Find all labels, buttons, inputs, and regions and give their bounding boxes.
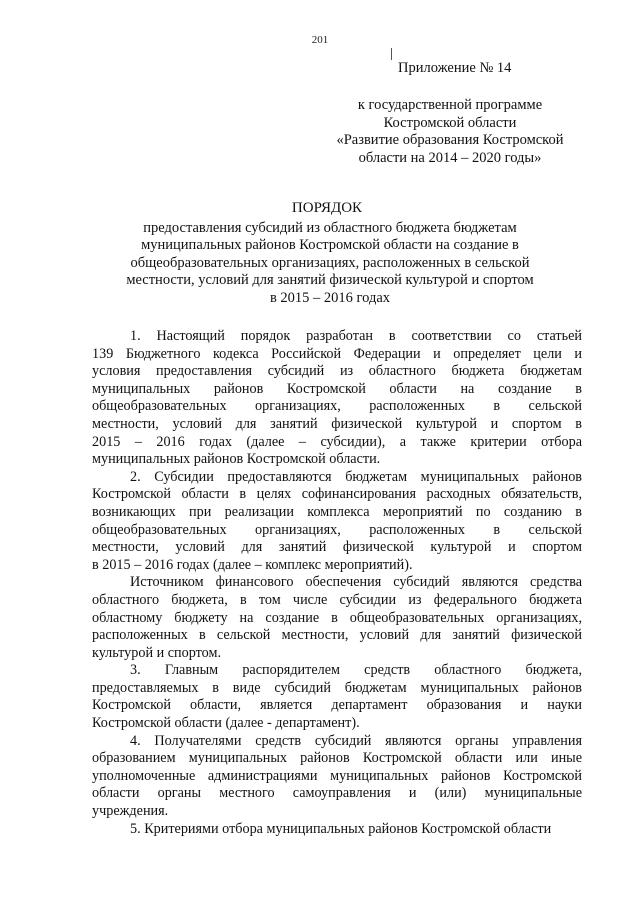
text-line: муниципальных районов Костромской области. xyxy=(92,451,381,468)
text-line: 139 Бюджетного кодекса Российской Федерации и определяет цели и xyxy=(92,345,582,362)
document-subtitle-line: предоставления субсидий из областного бюджета бюджетам xyxy=(143,220,517,236)
text-line: условия предоставления субсидий из областного бюджета бюджетам xyxy=(92,363,582,380)
paragraph-2 xyxy=(92,469,582,575)
document-subtitle-line: муниципальных районов Костромской области на создание в xyxy=(141,237,519,254)
text-line: области органы местного самоуправления и (или) муниципальные xyxy=(92,785,582,802)
document-subtitle-line: общеобразовательных организациях, расположенных в сельской xyxy=(130,254,530,271)
appendix-subtitle xyxy=(330,97,570,167)
text-line: уполномоченные администрациями муниципальных районов Костромской xyxy=(92,767,582,784)
appendix-title: Приложение № 14 xyxy=(398,60,512,76)
text-line: предоставляемых в виде субсидий бюджетам муниципальных районов xyxy=(92,679,582,696)
text-line: 4. Получателями средств субсидий являются органы управления xyxy=(130,732,582,749)
document-title: ПОРЯДОК xyxy=(291,200,363,216)
text-line: 2015 – 2016 годах (далее – субсидии), а также критерии отбора xyxy=(92,433,582,450)
paragraph-2-continued xyxy=(92,574,582,662)
text-line: Источником финансового обеспечения субсидий являются средства xyxy=(130,574,582,591)
text-line: образованием муниципальных районов Костромской области или иные xyxy=(92,750,582,767)
appendix-subtitle-line: Костромской области xyxy=(383,114,517,131)
text-line: расположенных в сельской местности, условий для занятий физической xyxy=(92,627,582,644)
text-line: областного бюджета, в том числе субсидии из федерального бюджета xyxy=(92,591,582,608)
text-line: 3. Главным распорядителем средств областного бюджета, xyxy=(130,662,582,679)
document-subtitle xyxy=(60,220,600,307)
text-line: Костромской области (далее - департамент). xyxy=(92,715,360,732)
scan-mark xyxy=(391,48,392,60)
document-subtitle-line: местности, условий для занятий физической культурой и спортом xyxy=(126,272,534,289)
appendix-subtitle-line: области на 2014 – 2020 годы» xyxy=(358,149,542,166)
text-line: муниципальных районов Костромской области на создание в xyxy=(92,380,582,397)
text-line: в 2015 – 2016 годах (далее – комплекс мероприятий). xyxy=(92,556,413,573)
text-line: местности, условий для занятий физической культурой и спортом в xyxy=(92,415,582,432)
text-line: общеобразовательных организациях, расположенных в сельской xyxy=(92,398,582,415)
text-line: 5. Критериями отбора муниципальных районов Костромской области xyxy=(130,820,552,837)
appendix-subtitle-line: к государственной программе xyxy=(357,97,543,113)
text-line: культурой и спортом. xyxy=(92,644,221,661)
text-line: Костромской области в целях софинансирования расходных обязательств, xyxy=(92,486,582,503)
document-subtitle-line: в 2015 – 2016 годах xyxy=(269,289,391,306)
text-line: учреждения. xyxy=(92,803,169,820)
text-line: областному бюджету на создание в общеобразовательных организациях, xyxy=(92,609,582,626)
text-line: общеобразовательных организациях, расположенных в сельской xyxy=(92,521,582,538)
page-number: 201 xyxy=(311,34,329,46)
document-body xyxy=(92,328,582,838)
paragraph-3 xyxy=(92,662,582,732)
text-line: местности, условий для занятий физической культурой и спортом xyxy=(92,539,582,556)
paragraph-1 xyxy=(92,328,582,469)
text-line: Костромской области, является департамент образования и науки xyxy=(92,697,582,714)
text-line: 2. Субсидии предоставляются бюджетам муниципальных районов xyxy=(130,468,582,485)
appendix-subtitle-line: «Развитие образования Костромской xyxy=(336,132,564,148)
paragraph-5 xyxy=(92,821,582,839)
paragraph-4 xyxy=(92,733,582,821)
text-line: 1. Настоящий порядок разработан в соответствии со статьей xyxy=(130,328,582,344)
text-line: возникающих при реализации комплекса мероприятий по созданию в xyxy=(92,503,582,520)
